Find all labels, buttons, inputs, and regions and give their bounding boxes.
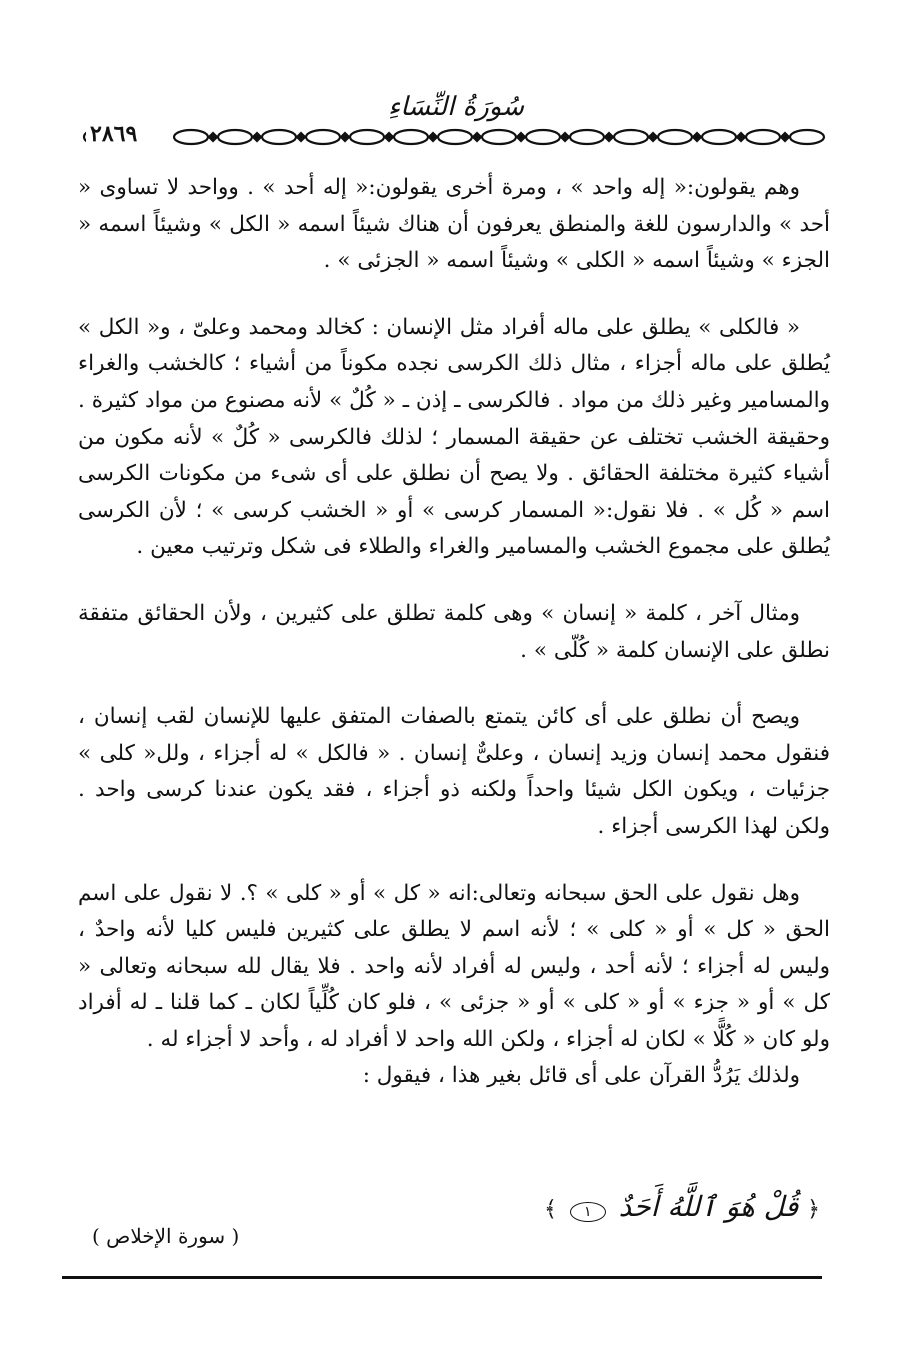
ornament-diamond: [429, 133, 437, 141]
paragraph-1: وهم يقولون:« إله واحد » ، ومرة أخرى يقولون:« إله أحد » . وواحد لا تساوى « أحد » والدارسون للغة والمنطق يعرفون أن هناك شيئاً اسمه « الكل » وشيئاً اسمه « الجزء » وشيئاً اسمه « الكلى » وشيئاً اسمه « الجزئى » .: [78, 175, 830, 274]
verse-open-bracket: ﴿: [807, 1197, 820, 1222]
ornament-diamond: [297, 133, 305, 141]
footer-rule: [62, 1276, 822, 1279]
verse-number-marker: ١: [570, 1202, 606, 1222]
ornament-oval: [570, 130, 604, 144]
ornament-diamond: [385, 133, 393, 141]
ornament-oval: [394, 130, 428, 144]
paragraph-3: ومثال آخر ، كلمة « إنسان » وهى كلمة تطلق على كثيرين ، ولأن الحقائق متفقة نطلق على الإنسان كلمة « كُلّى » .: [78, 600, 830, 663]
ornament-diamond: [517, 133, 525, 141]
paragraph-6: ولذلك يَرُدُّ القرآن على أى قائل بغير هذا ، فيقول :: [362, 1063, 800, 1089]
quran-verse: [544, 1190, 820, 1223]
ornament-oval: [702, 130, 736, 144]
verse-text: قُلْ هُوَ ٱللَّهُ أَحَدٌ: [618, 1190, 799, 1223]
ornament-oval: [614, 130, 648, 144]
ornament-diamond: [341, 133, 349, 141]
ornament-oval: [306, 130, 340, 144]
ornament-oval: [526, 130, 560, 144]
page-number: ٢٨٦٩: [86, 121, 141, 147]
ornament-oval: [262, 130, 296, 144]
ornament-oval: [174, 130, 208, 144]
ornament-diamond: [781, 133, 789, 141]
body-text: [78, 170, 830, 1095]
ornament-diamond: [693, 133, 701, 141]
ornament-oval: [350, 130, 384, 144]
ornament-oval: [482, 130, 516, 144]
ornament-oval: [438, 130, 472, 144]
surah-title: سُورَةُ النِّسَاءِ: [388, 92, 524, 122]
header-ornament-border: [82, 122, 834, 152]
paragraph-2: « فالكلى » يطلق على ماله أفراد مثل الإنسان : كخالد ومحمد وعلىّ ، و« الكل » يُطلق على ماله أجزاء ، مثال ذلك الكرسى نجده مكوناً من أشياء ؛ كالخشب والغراء والمسامير وغير ذلك من مواد . فالكرسى ـ إذن ـ « كُلٌ » لأنه مصنوع من مواد كثيرة . وحقيقة الخشب تختلف عن حقيقة المسمار ؛ لذلك فالكرسى « كُلٌ » لأنه مكون من أشياء كثيرة مختلفة الحقائق . ولا يصح أن نطلق على أى شىء من مكونات الكرسى اسم « كُل » . فلا نقول:« المسمار كرسى » أو « الخشب كرسى » ؛ لأن الكرسى يُطلق على مجموع الخشب والمسامير والغراء والطلاء فى شكل وترتيب معين .: [78, 314, 830, 560]
ornament-diamond: [605, 133, 613, 141]
ornament-oval: [658, 130, 692, 144]
ornament-diamond: [737, 133, 745, 141]
ornament-diamond: [649, 133, 657, 141]
verse-reference: ( سورة الإخلاص ): [92, 1224, 240, 1248]
ornament-diamond: [209, 133, 217, 141]
ornament-diamond: [473, 133, 481, 141]
ornament-oval: [790, 130, 824, 144]
ornament-oval: [746, 130, 780, 144]
ornament-diamond: [253, 133, 261, 141]
paragraph-4: ويصح أن نطلق على أى كائن يتمتع بالصفات المتفق عليها للإنسان لقب إنسان ، فنقول محمد إنسان وزيد إنسان ، وعلىٌّ إنسان . « فالكل » له أجزاء ، ولل« كلى » جزئيات ، ويكون الكل شيئا واحداً ولكنه ذو أجزاء ، فقد يكون عندنا كرسى واحد . ولكن لهذا الكرسى أجزاء .: [78, 704, 830, 839]
ornament-diamond: [561, 133, 569, 141]
verse-close-bracket: ﴾: [543, 1197, 557, 1222]
paragraph-5: وهل نقول على الحق سبحانه وتعالى:انه « كل » أو « كلى » ؟. لا نقول على اسم الحق « كل » أو « كلى » ؛ لأنه اسم لا يطلق على كثيرين فليس كليا لأنه واحدٌ ، وليس له أجزاء ؛ لأنه أحد ، وليس له أفراد لأنه واحد . فلا يقال لله سبحانه وتعالى « كل » أو « جزء » أو « كلى » أو « جزئى » ، فلو كان كُلِّياً لكان ـ كما قلنا ـ له أفراد ولو كان « كُلًّا » لكان له أجزاء ، ولكن الله واحد لا أفراد له ، وأحد لا أجزاء له .: [78, 880, 830, 1052]
ornament-oval: [218, 130, 252, 144]
